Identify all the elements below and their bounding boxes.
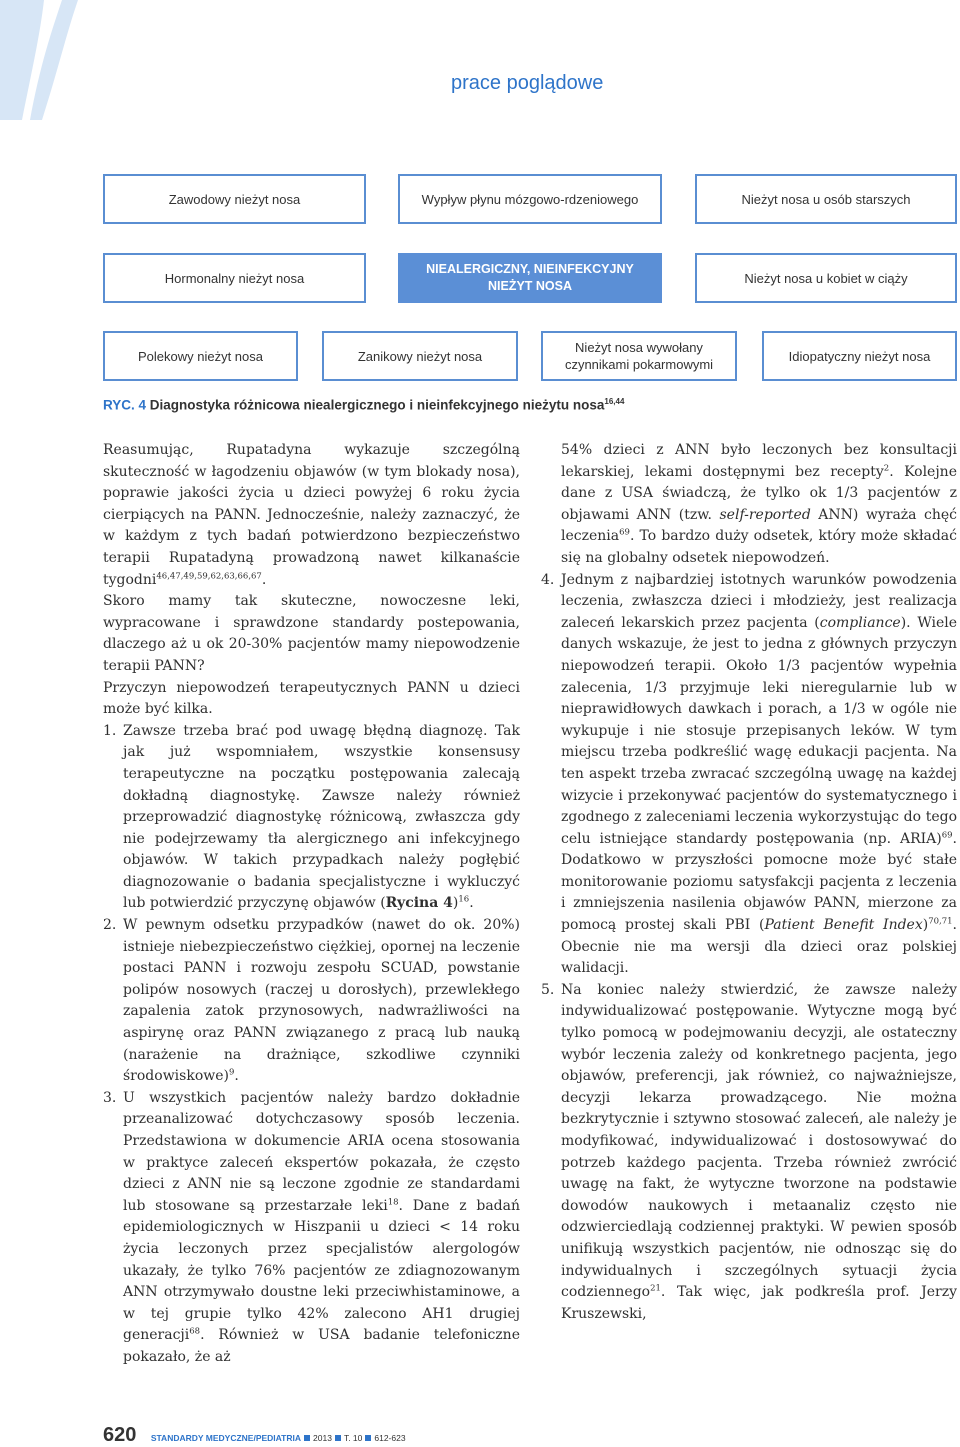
square-icon [304, 1435, 310, 1441]
paragraph-text: Reasumując, Rupatadyna wykazuje szczególną skuteczność w łagodzeniu objawów (w tym blokady nosa), poprawie jakości życia u dzieci powyżej 6 roku życia cierpiących na PANN. Jednocześnie, należy zaznaczyć, że w każdym z tych badań potwierdzono bezpieczeństwo terapii Rupatadyną prowadzoną nawet kilkanaście tygodni [103, 442, 520, 588]
list-item-text: Zawsze trzeba brać pod uwagę błędną diagnozę. Tak jak już wspomniałem, wszystkie konsensusy terapeutyczne na początku postępowania zalecają dokładną diagnostykę. Zawsze należy również przeprowadzić diagnostykę różnicową, zwłaszcza gdy nie podejrzewamy tła alergicznego ani infekcyjnego objawów. W takich przypadkach należy pogłębić diagnozowanie o badania specjalistyczne i wykluczyć lub potwierdzić przyczynę objawów (Rycina 4)$^{16}$. [123, 722, 520, 912]
diagram-box-drug-induced: Polekowy nieżyt nosa [103, 331, 298, 381]
diagram-box-pregnancy: Nieżyt nosa u kobiet w ciąży [695, 253, 957, 303]
diagram-box-central [398, 253, 662, 303]
figure-caption [103, 397, 624, 413]
diagram-box-elderly: Nieżyt nosa u osób starszych [695, 174, 957, 224]
citation: 9 [228, 1067, 235, 1078]
journal-info: STANDARDY MEDYCZNE/PEDIATRIA 2013 T. 10 612-623 [150, 1433, 406, 1443]
diagram-central-line1: NIEALERGICZNY, NIEINFEKCYJNY [426, 262, 634, 276]
square-icon [335, 1435, 341, 1441]
figure-caption-refs: 16,44 [604, 397, 625, 406]
page-number: 620 [103, 1424, 137, 1446]
list-number: 4. [541, 571, 555, 588]
figure-reference: Rycina 4 [385, 895, 453, 912]
citation: 18 [387, 1197, 399, 1208]
square-icon [365, 1435, 371, 1441]
citation: 69 [941, 830, 953, 841]
left-column [103, 440, 520, 1369]
diagram-box-food-induced: Nieżyt nosa wywołany czynnikami pokarmowymi [541, 331, 737, 381]
corner-decoration [0, 0, 80, 120]
figure-caption-text: Diagnostyka różnicowa niealergicznego i nieinfekcyjnego nieżytu nosa [146, 397, 605, 413]
list-number: 1. [103, 722, 117, 739]
citation: 21 [650, 1283, 661, 1294]
list-item-text: U wszystkich pacjentów należy bardzo dokładnie przeanalizować dotychczasowy sposób leczenia. Przedstawiona w dokumencie ARIA ocena stosowania w praktyce zaleceń ekspertów pokazała, że często dzieci z ANN nie są leczone zgodnie ze standardami lub stosowane są przestarzałe leki$^{18}$. Dane z badań epidemiologicznych w Hiszpanii u dzieci < 14 roku życia leczonych przez specjalistów alergologów ukazały, że tylko 76% pacjentów ze zdiagnozowanym ANN otrzymywało doustne leki przeciwhistaminowe, a w tej grupie tylko 42% zalecono AH1 drugiej generacji$^{68}$. Również w USA badanie telefoniczne pokazało, że aż [123, 1089, 520, 1365]
list-number: 2. [103, 917, 117, 934]
citation: 46,47,49,59,62,63,66,67 [156, 570, 262, 581]
list-item-text: W pewnym odsetku przypadków (nawet do ok. 20%) istnieje niebezpieczeństwo ciężkiej, opornej na leczenie postaci PANN i rozwoju zespołu SCUAD, powstanie polipów nosowych (raczej u dorosłych), przewlekłego zapalenia zatok przynosowych, nadwrażliwości na aspirynę oraz PANN związanego z pracą lub nauką (narażenie na drażniące, szkodliwe czynniki środowiskowe)$^9$. [123, 917, 520, 1085]
list-item [103, 721, 520, 915]
paragraph: Przyczyn niepowodzeń terapeutycznych PANN u dzieci może być kilka. [103, 679, 520, 718]
citation: 70,71 [928, 916, 953, 927]
citation: 16 [458, 894, 470, 905]
list-item [541, 570, 957, 980]
section-title: prace poglądowe [451, 72, 604, 94]
citation: 69 [619, 527, 630, 538]
citation: 68 [189, 1326, 201, 1337]
right-column [541, 440, 957, 1325]
list-item-continued [541, 440, 957, 570]
paragraph: Skoro mamy tak skuteczne, nowoczesne leki, wypracowane i sprawdzone standardy postepowania, dlaczego aż u ok 20-30% pacjentów mamy niepowodzenie terapii PANN? [103, 593, 520, 674]
diagram-box-occupational: Zawodowy nieżyt nosa [103, 174, 366, 224]
list-item [103, 915, 520, 1088]
list-item-text: Na koniec należy stwierdzić, że zawsze należy indywidualizować postępowanie. Wytyczne mogą być tylko pomocą w podejmowaniu decyzji, ale ostateczny wybór leczenia zależy od konkretnego pacjenta, jego objawów, preferencji, jak również, co najważniejsze, decyzji lekarza prowadzącego. Nie można bezkrytycznie i sztywno stosować zaleceń, ale należy je modyfikować, indywidualizować i dostosowywać do potrzeb każdego pacjenta. Trzeba również zwrócić uwagę na fakt, że wytyczne tworzone na podstawie dowodów naukowych i metaanaliz często nie odzwierciedlają codziennej praktyki. W pewien sposób unifikują wszystkich pacjentów, nie odnosząc się do indywidualnych i szczególnych sytuacji życia codziennego$^{21}$. Tak więc, jak podkreśla prof. Jerzy Kruszewski, [561, 981, 957, 1322]
citation: 2 [883, 462, 890, 473]
paragraph: Reasumując, Rupatadyna wykazuje szczególną skuteczność w łagodzeniu objawów (w tym blokady nosa), poprawie jakości życia u dzieci powyżej 6 roku życia cierpiących na PANN. Jednocześnie, należy zaznaczyć, że w każdym z tych badań potwierdzono bezpieczeństwo terapii Rupatadyną prowadzoną nawet kilkanaście tygodni$^{46,47,49,59,62,63,66,67}$. [103, 442, 520, 588]
diagram-box-hormonal: Hormonalny nieżyt nosa [103, 253, 366, 303]
diagram-central-line2: NIEŻYT NOSA [487, 279, 573, 293]
diagram-box-csf-leak: Wypływ płynu mózgowo-rdzeniowego [398, 174, 662, 224]
figure-label: RYC. 4 [103, 397, 147, 413]
list-number: 3. [103, 1089, 117, 1106]
list-item [541, 980, 957, 1326]
list-number: 5. [541, 981, 555, 998]
diagram-box-idiopathic: Idiopatyczny nieżyt nosa [762, 331, 957, 381]
page-footer [103, 1424, 406, 1447]
list-item [103, 1088, 520, 1369]
diagram-box-atrophic: Zanikowy nieżyt nosa [322, 331, 518, 381]
list-item-text: 54% dzieci z ANN było leczonych bez konsultacji lekarskiej, lekami dostępnymi bez recepty$^2$. Kolejne dane z USA świadczą, że tylko ok 1/3 pacjentów z objawami ANN (tzw. self-reported ANN) wyraża chęć leczenia$^{69}$. To bardzo duży odsetek, który może składać się na globalny odsetek niepowodzeń. [561, 442, 957, 566]
list-item-text: Jednym z najbardziej istotnych warunków powodzenia leczenia, zwłaszcza dzieci i młodzieży, jest realizacja zaleceń lekarskich przez pacjenta (compliance). Wiele danych wskazuje, że jest to jedna z głównych przyczyn niepowodzeń terapii. Około 1/3 pacjentów wypełnia zalecenia, 1/3 przyjmuje leki nieregularnie lub w nieprawidłowych dawkach i porach, a 1/3 w ogóle nie wykupuje i nie stosuje przepisanych leków. W tym miejscu trzeba podkreślić wagę edukacji pacjenta. Na ten aspekt trzeba zwracać szczególną uwagę na każdej wizycie i przekonywać pacjentów do systematycznego i zgodnego z zaleceniami leczenia wykorzystując do tego celu istniejące standardy postępowania (np. ARIA)$^{69}$. Dodatkowo w przyszłości pomocne może być stałe monitorowanie poziomu satysfakcji pacjenta z leczenia i zmniejszenia nasilenia objawów PANN, mierzone za pomocą prostej skali PBI (Patient Benefit Index)$^{70,71}$. Obecnie nie ma wersji dla dzieci oraz polskiej walidacji. [561, 571, 958, 977]
